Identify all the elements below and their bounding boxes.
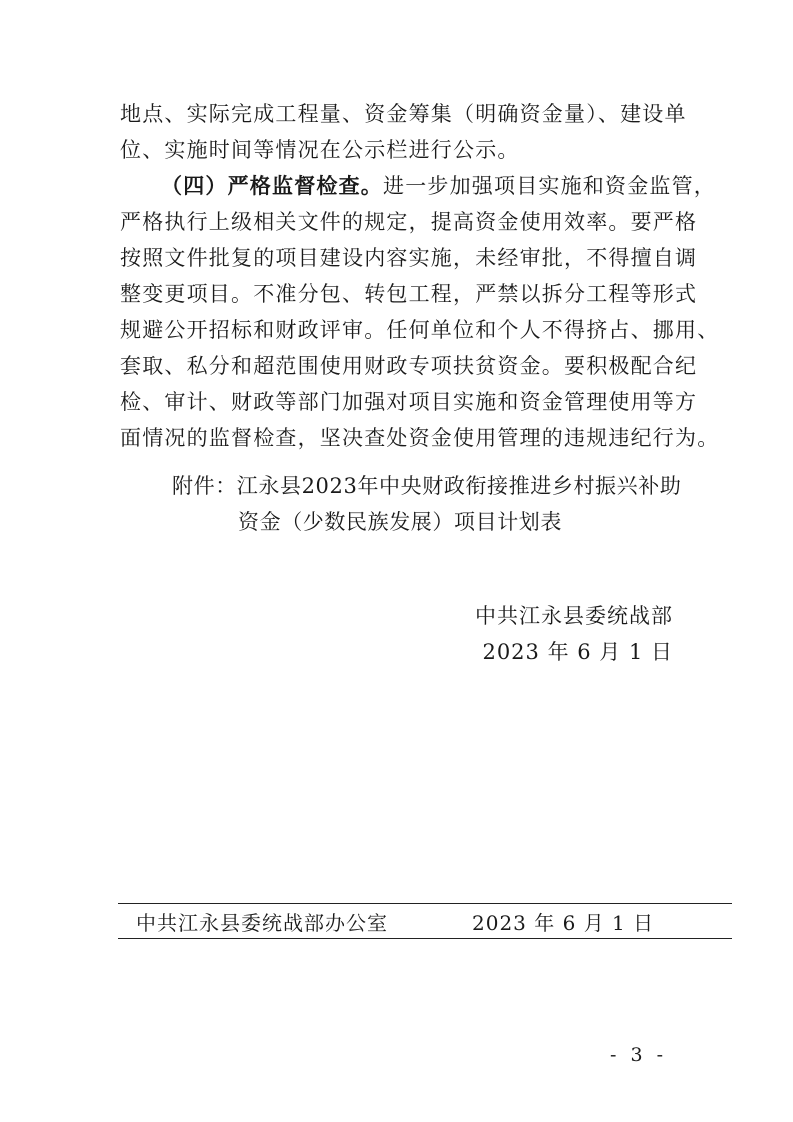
body-line-6: 整变更项目。不准分包、转包工程，严禁以拆分工程等形式 (120, 282, 698, 306)
body-line-2: 位、实施时间等情况在公示栏进行公示。 (120, 138, 520, 162)
body-line-3: 进一步加强项目实施和资金监管， (383, 174, 716, 198)
body-line-1: 地点、实际完成工程量、资金筹集（明确资金量）、建设单 (120, 102, 687, 126)
body-line-9: 检、审计、财政等部门加强对项目实施和资金管理使用等方 (120, 390, 698, 414)
footer-date: 2023 年 6 月 1 日 (472, 911, 655, 935)
body-line-4: 严格执行上级相关文件的规定，提高资金使用效率。要严格 (120, 210, 698, 234)
attachment-line-1: 附件：江永县2023年中央财政衔接推进乡村振兴补助 (172, 474, 682, 498)
page-number: - 3 - (609, 1044, 667, 1066)
signature-date: 2023 年 6 月 1 日 (482, 640, 673, 664)
footer-issuer: 中共江永县委统战部办公室 (136, 911, 388, 935)
section-paragraph-start (161, 170, 716, 202)
section-heading: （四）严格监督检查。 (161, 174, 383, 198)
body-line-5: 按照文件批复的项目建设内容实施，未经审批，不得擅自调 (120, 246, 698, 270)
attachment-line-2: 资金（少数民族发展）项目计划表 (238, 510, 562, 534)
body-line-10: 面情况的监督检查，坚决查处资金使用管理的违规违纪行为。 (120, 426, 720, 450)
footer-top-rule (118, 903, 732, 904)
body-line-8: 套取、私分和超范围使用财政专项扶贫资金。要积极配合纪 (120, 354, 698, 378)
footer-bottom-rule (118, 938, 732, 939)
body-line-7: 规避公开招标和财政评审。任何单位和个人不得挤占、挪用、 (120, 318, 720, 342)
signature-org: 中共江永县委统战部 (475, 604, 673, 628)
